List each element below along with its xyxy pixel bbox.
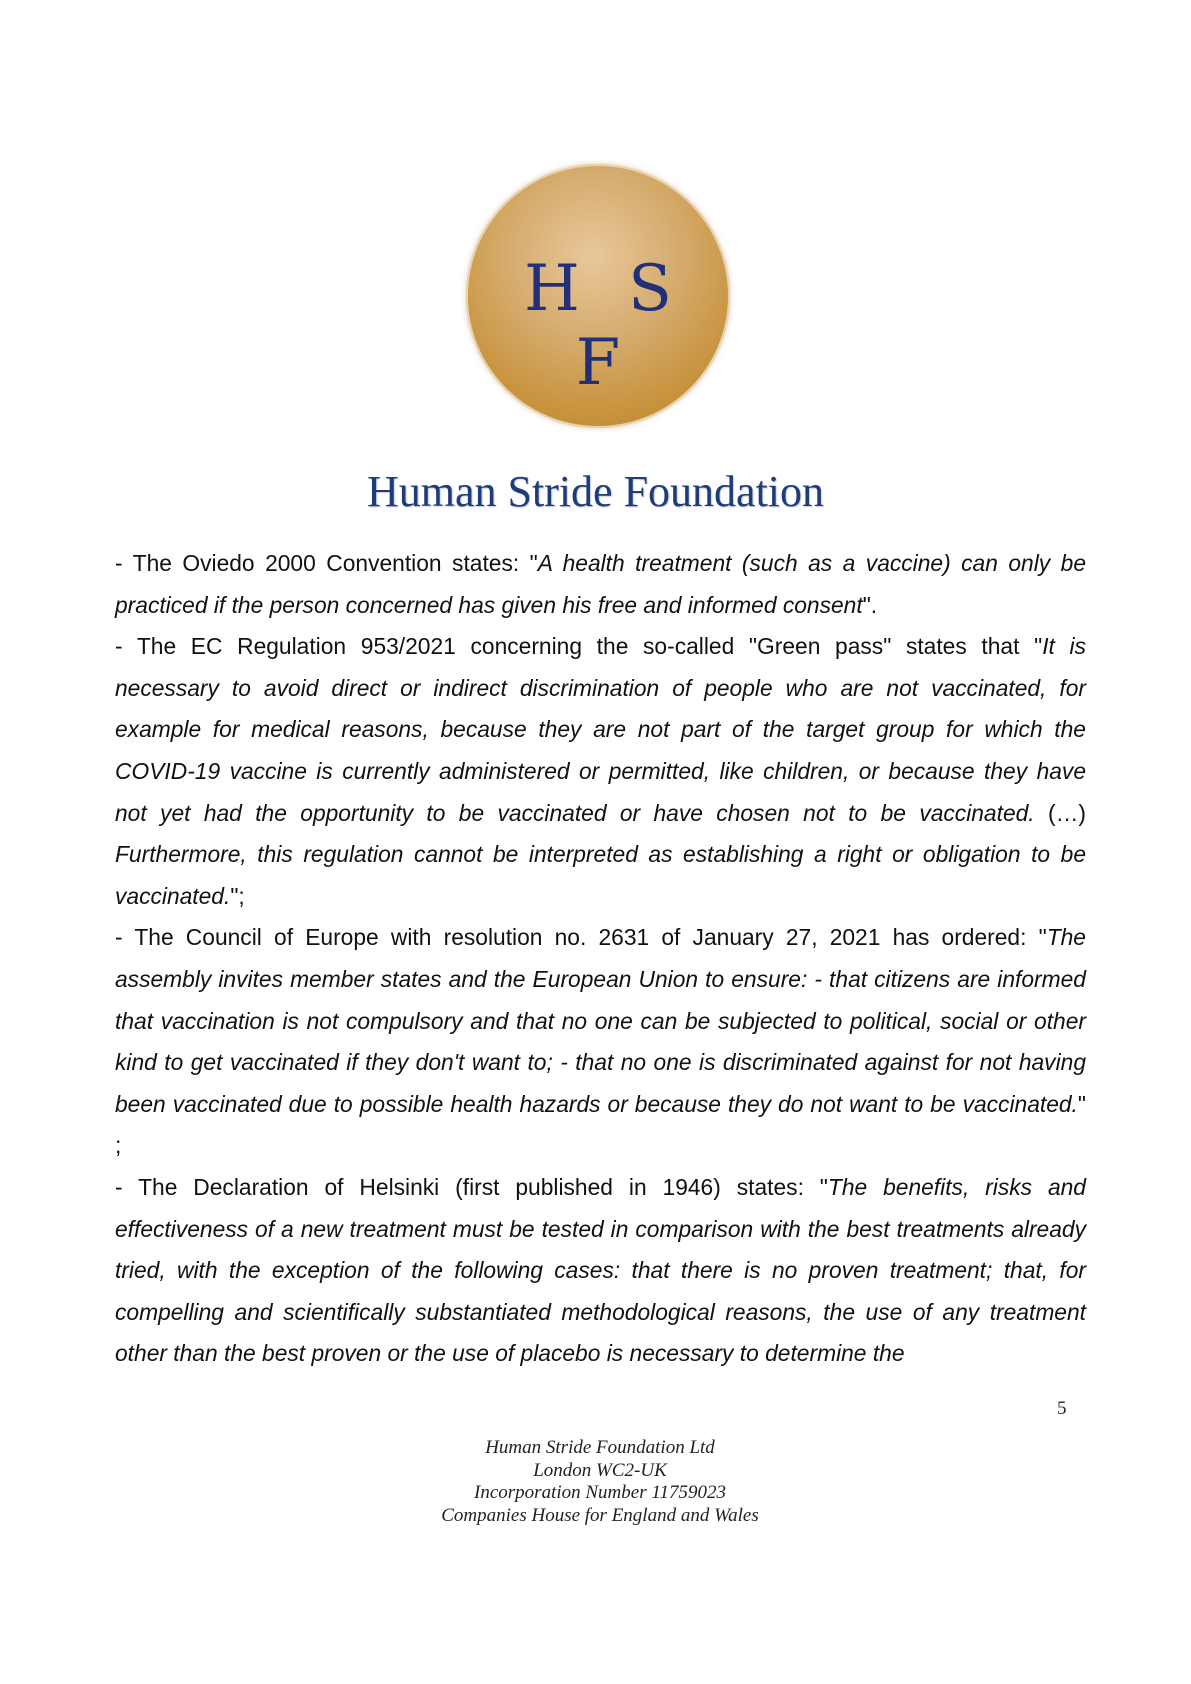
- quoted-text: It is necessary to avoid direct or indirect discrimination of people who are not vaccinated, for example for medical reasons, because they are not part of the target group for which the COVID-19 vaccine is currently administered or permitted, like children, or because they have not yet had the opportunity to be vaccinated or have chosen not to be vaccinated.: [115, 633, 1086, 826]
- organization-name: Human Stride Foundation: [366, 467, 825, 516]
- paragraph-text: " ;: [115, 1090, 1086, 1159]
- paragraph-text: - The EC Regulation 953/2021 concerning the so-called "Green pass" states that ": [115, 633, 1043, 660]
- paragraph-text: - The Oviedo 2000 Convention states: ": [115, 550, 538, 576]
- body-paragraph: [115, 1167, 1086, 1375]
- paragraph-text: - The Declaration of Helsinki (first published in 1946) states: ": [115, 1173, 828, 1200]
- paragraph-text: ".: [862, 591, 878, 618]
- body-paragraph: [115, 543, 1086, 626]
- paragraph-text: ";: [230, 882, 245, 909]
- footer-address: [420, 1437, 780, 1527]
- paragraph-text: - The Council of Europe with resolution no. 2631 of January 27, 2021 has ordered: ": [115, 924, 1047, 951]
- logo-initials: H S F: [524, 252, 686, 400]
- footer-incorporation-number: Incorporation Number 11759023: [474, 1482, 726, 1503]
- quoted-text: A health treatment (such as a vaccine) can only be practiced if the person concerned has given his free and informed consent: [115, 550, 1087, 618]
- document-body: [115, 543, 1086, 1375]
- footer-location: London WC2-UK: [533, 1459, 667, 1481]
- paragraph-text: (…): [1034, 799, 1086, 826]
- body-paragraph: [115, 626, 1086, 917]
- quoted-text: The benefits, risks and effectiveness of a new treatment must be tested in comparison with the best treatments already tried, with the exception of the following cases: that there is no proven treatment; that, for compelling and scientifically substantiated methodological reasons, the use of any treatment other than the best proven or the use of placebo is necessary to determine the: [115, 1173, 1086, 1367]
- footer-registry: Companies House for England and Wales: [441, 1504, 759, 1526]
- page-number: 5: [1057, 1398, 1067, 1419]
- footer-company-name: Human Stride Foundation Ltd: [485, 1437, 715, 1458]
- quoted-text: The assembly invites member states and the European Union to ensure: - that citizens are informed that vaccination is not compulsory and that no one can be subjected to political, social or other kind to get vaccinated if they don't want to; - that no one is discriminated against for not having been vaccinated due to possible health hazards or because they do not want to be vaccinated.: [115, 924, 1086, 1117]
- hsf-logo-emblem: [466, 164, 730, 428]
- body-paragraph: [115, 917, 1086, 1167]
- quoted-text: Furthermore, this regulation cannot be interpreted as establishing a right or obligation to be vaccinated.: [115, 841, 1086, 909]
